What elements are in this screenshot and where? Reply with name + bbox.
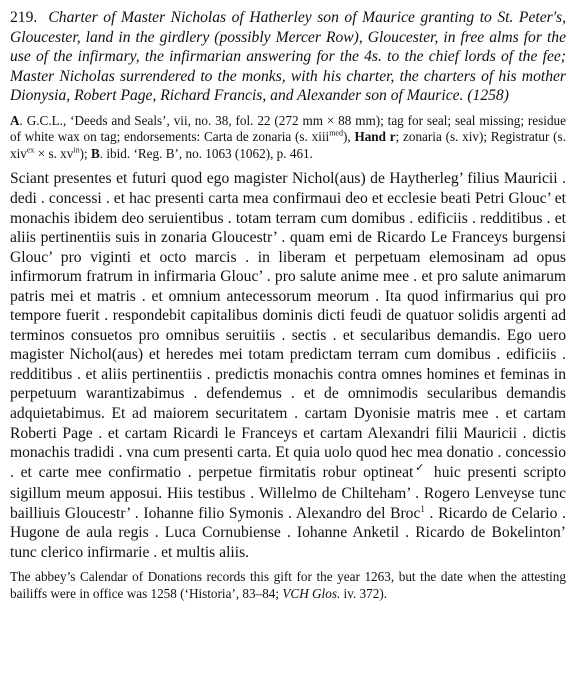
source-a-text-3: ; zonaria (s. xiv); Registratur (s. xiv <box>10 129 566 161</box>
tick-mark-icon: ✓ <box>412 461 428 474</box>
footnote-marker: 1 <box>420 503 425 514</box>
latin-text-part-1: Sciant presentes et futuri quod ego magister Nichol(aus) de Haytherleg’ filius Mauricii . dedi . concessi . et hac presenti carta mea confirmaui deo et ecclesie beati Petri Glouc’ et monachis ibidem deo seruientibus . totam terram cum domibus . edificiis . redditibus . et aliis pertinentiis suis in zonaria Gloucestr’ . quam emi de Ricardo Le Franceys burgensi Glouc’ pro viginti et octo marcis . in liberam et perpetuam elemosinam ad opus infirmorum fratrum in infirmaria Glouc’ . pro salute anime mee . et pro salute animarum patris mei et matris . et omnium antecessorum meorum . Ita quod infirmarius qui pro tempore fuerit . respondebit capitalibus dominis dicti feudi de quatuor solidis argenti ad terminos consuetos pro omnibus seruitiis . sectis . et secularibus demandis. Ego uero magister Nichol(aus) et heredes mei totam predictam terram cum domibus . edificiis . redditibus . et aliis pertinentiis . predictis monachis contra omnes homines et feminas in perpetuum warantizabimus . defendemus . et de omnimodis secularibus demandis adquietabimus. Et ad maiorem securitatem . cartam Dyonisie matris mee . et cartam Roberti Page . et cartam Ricardi le Franceys et cartam Alexandri filii Mauricii . dictis monachis tradidi . vna cum presenti carta. Et quia uolo quod hec mea donatio . concessio . et carte mee confirmatio . perpetue firmitatis robur optineat <box>10 170 566 481</box>
source-description <box>10 113 566 163</box>
note-text-2: iv. 372). <box>340 585 388 601</box>
charter-title: Charter of Master Nicholas of Hatherley son of Maurice granting to St. Peter's, Gloucester, land in the girdlery (possibly Mercer Row), Gloucester, in free alms for the use of the infirmary, the infirmarian answering for the 4s. to the chief lords of the fee; Master Nicholas surrendered to the monks, with his charter, the charters of his mother Dionysia, Robert Page, Richard Francis, and Alexander son of Maurice. (1258) <box>10 9 567 105</box>
source-a-superscript-2: ex <box>26 145 35 155</box>
source-a-superscript-3: in <box>73 145 80 155</box>
charter-heading <box>10 8 566 106</box>
charter-number: 219. <box>10 9 38 26</box>
source-b-text: . ibid. ‘Reg. B’, no. 1063 (1062), p. 461. <box>99 145 313 161</box>
source-a-text: . G.C.L., ‘Deeds and Seals’, vii, no. 38, fol. 22 (272 mm × 88 mm); tag for seal; seal missing; residue of white wax on tag; endorsements: Carta de zonaria (s. xiii <box>10 112 566 145</box>
document-page <box>10 8 566 602</box>
note-text-1: The abbey’s Calendar of Donations records this gift for the year 1263, but the date when the attesting bailiffs were in office was 1258 (‘Historia’, 83–84; <box>10 569 566 601</box>
source-a-text-2: ), <box>342 129 355 145</box>
source-a-text-4: × s. xv <box>34 145 74 161</box>
latin-text-part-3: . Ricardo de Celario . Hugone de aula regis . Luca Cornubiense . Iohanne Anketil . Ricardo de Bokelinton’ tunc clerico infirmarie . et multis aliis. <box>10 504 566 561</box>
source-a-label: A <box>10 112 20 128</box>
source-b-label: B <box>90 145 100 161</box>
source-a-text-5: ); <box>79 145 91 161</box>
source-a-superscript-1: med <box>329 129 343 139</box>
latin-charter-text <box>10 169 566 562</box>
editorial-note <box>10 569 566 602</box>
hand-label: Hand r <box>354 129 396 145</box>
note-italic-reference: VCH Glos. <box>282 585 341 601</box>
latin-text-part-2: huic presenti scripto sigillum meum apposui. Hiis testibus . Willelmo de Chilteham’ . Rogero Lenveyse tunc bailliuis Gloucestr’ . Iohanne filio Symonis . Alexandro del Broc <box>10 463 566 522</box>
